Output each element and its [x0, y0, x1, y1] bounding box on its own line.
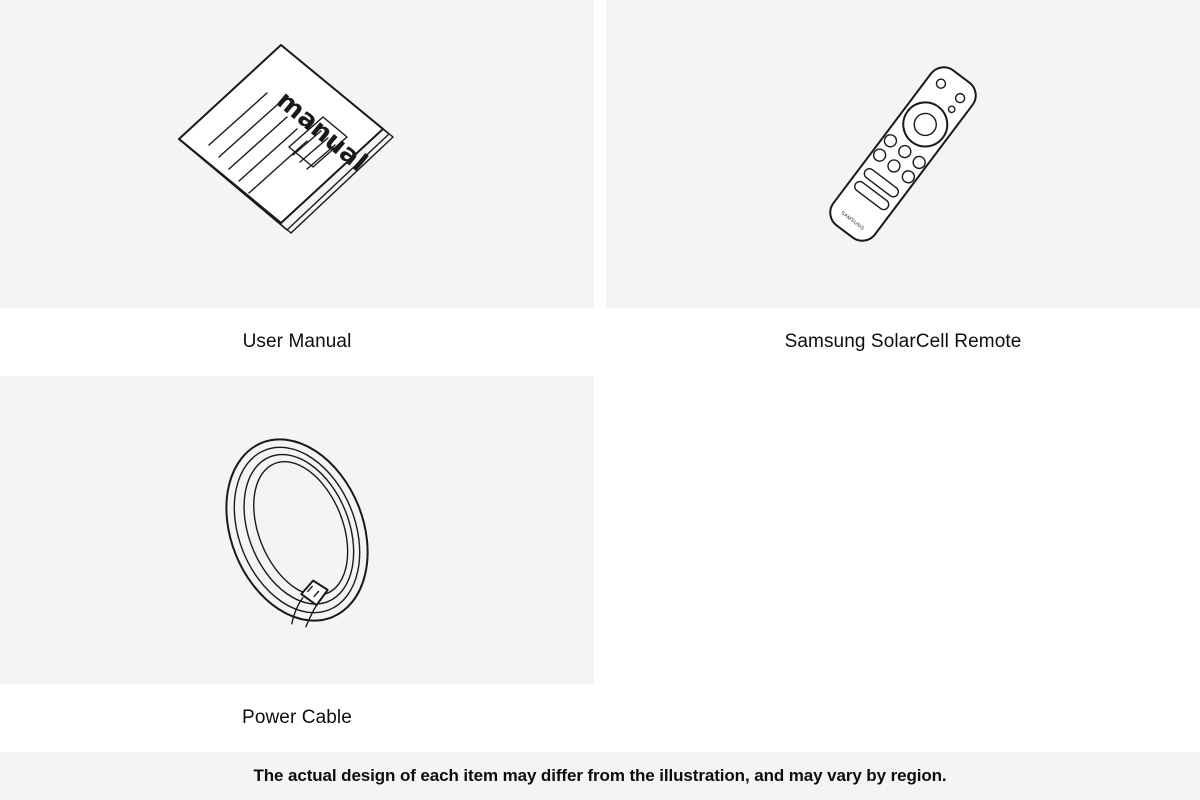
tv-remote-icon: [773, 39, 1033, 269]
empty-tile: [606, 376, 1200, 684]
empty-caption: [606, 684, 1200, 752]
disclaimer-bar: [0, 752, 1200, 800]
power-cable-label: Power Cable: [242, 707, 352, 728]
disclaimer-text: The actual design of each item may differ from the illustration, and may vary by region.: [253, 766, 947, 785]
column-gap: [594, 0, 606, 308]
solarcell-remote-label: Samsung SolarCell Remote: [784, 331, 1022, 352]
user-manual-label: User Manual: [242, 331, 352, 352]
solarcell-remote-caption: [606, 308, 1200, 376]
column-gap: [594, 376, 606, 684]
coiled-power-cable-icon: [157, 415, 437, 645]
power-cable-image-tile: [0, 376, 594, 684]
svg-text:manual: manual: [270, 85, 373, 178]
svg-text:SAMSUNG: SAMSUNG: [839, 210, 866, 232]
power-cable-caption: [0, 684, 594, 752]
user-manual-caption: [0, 308, 594, 376]
column-gap: [594, 308, 606, 376]
solarcell-remote-image-tile: [606, 0, 1200, 308]
manual-booklet-icon: [167, 39, 427, 269]
user-manual-image-tile: [0, 0, 594, 308]
column-gap: [594, 684, 606, 752]
